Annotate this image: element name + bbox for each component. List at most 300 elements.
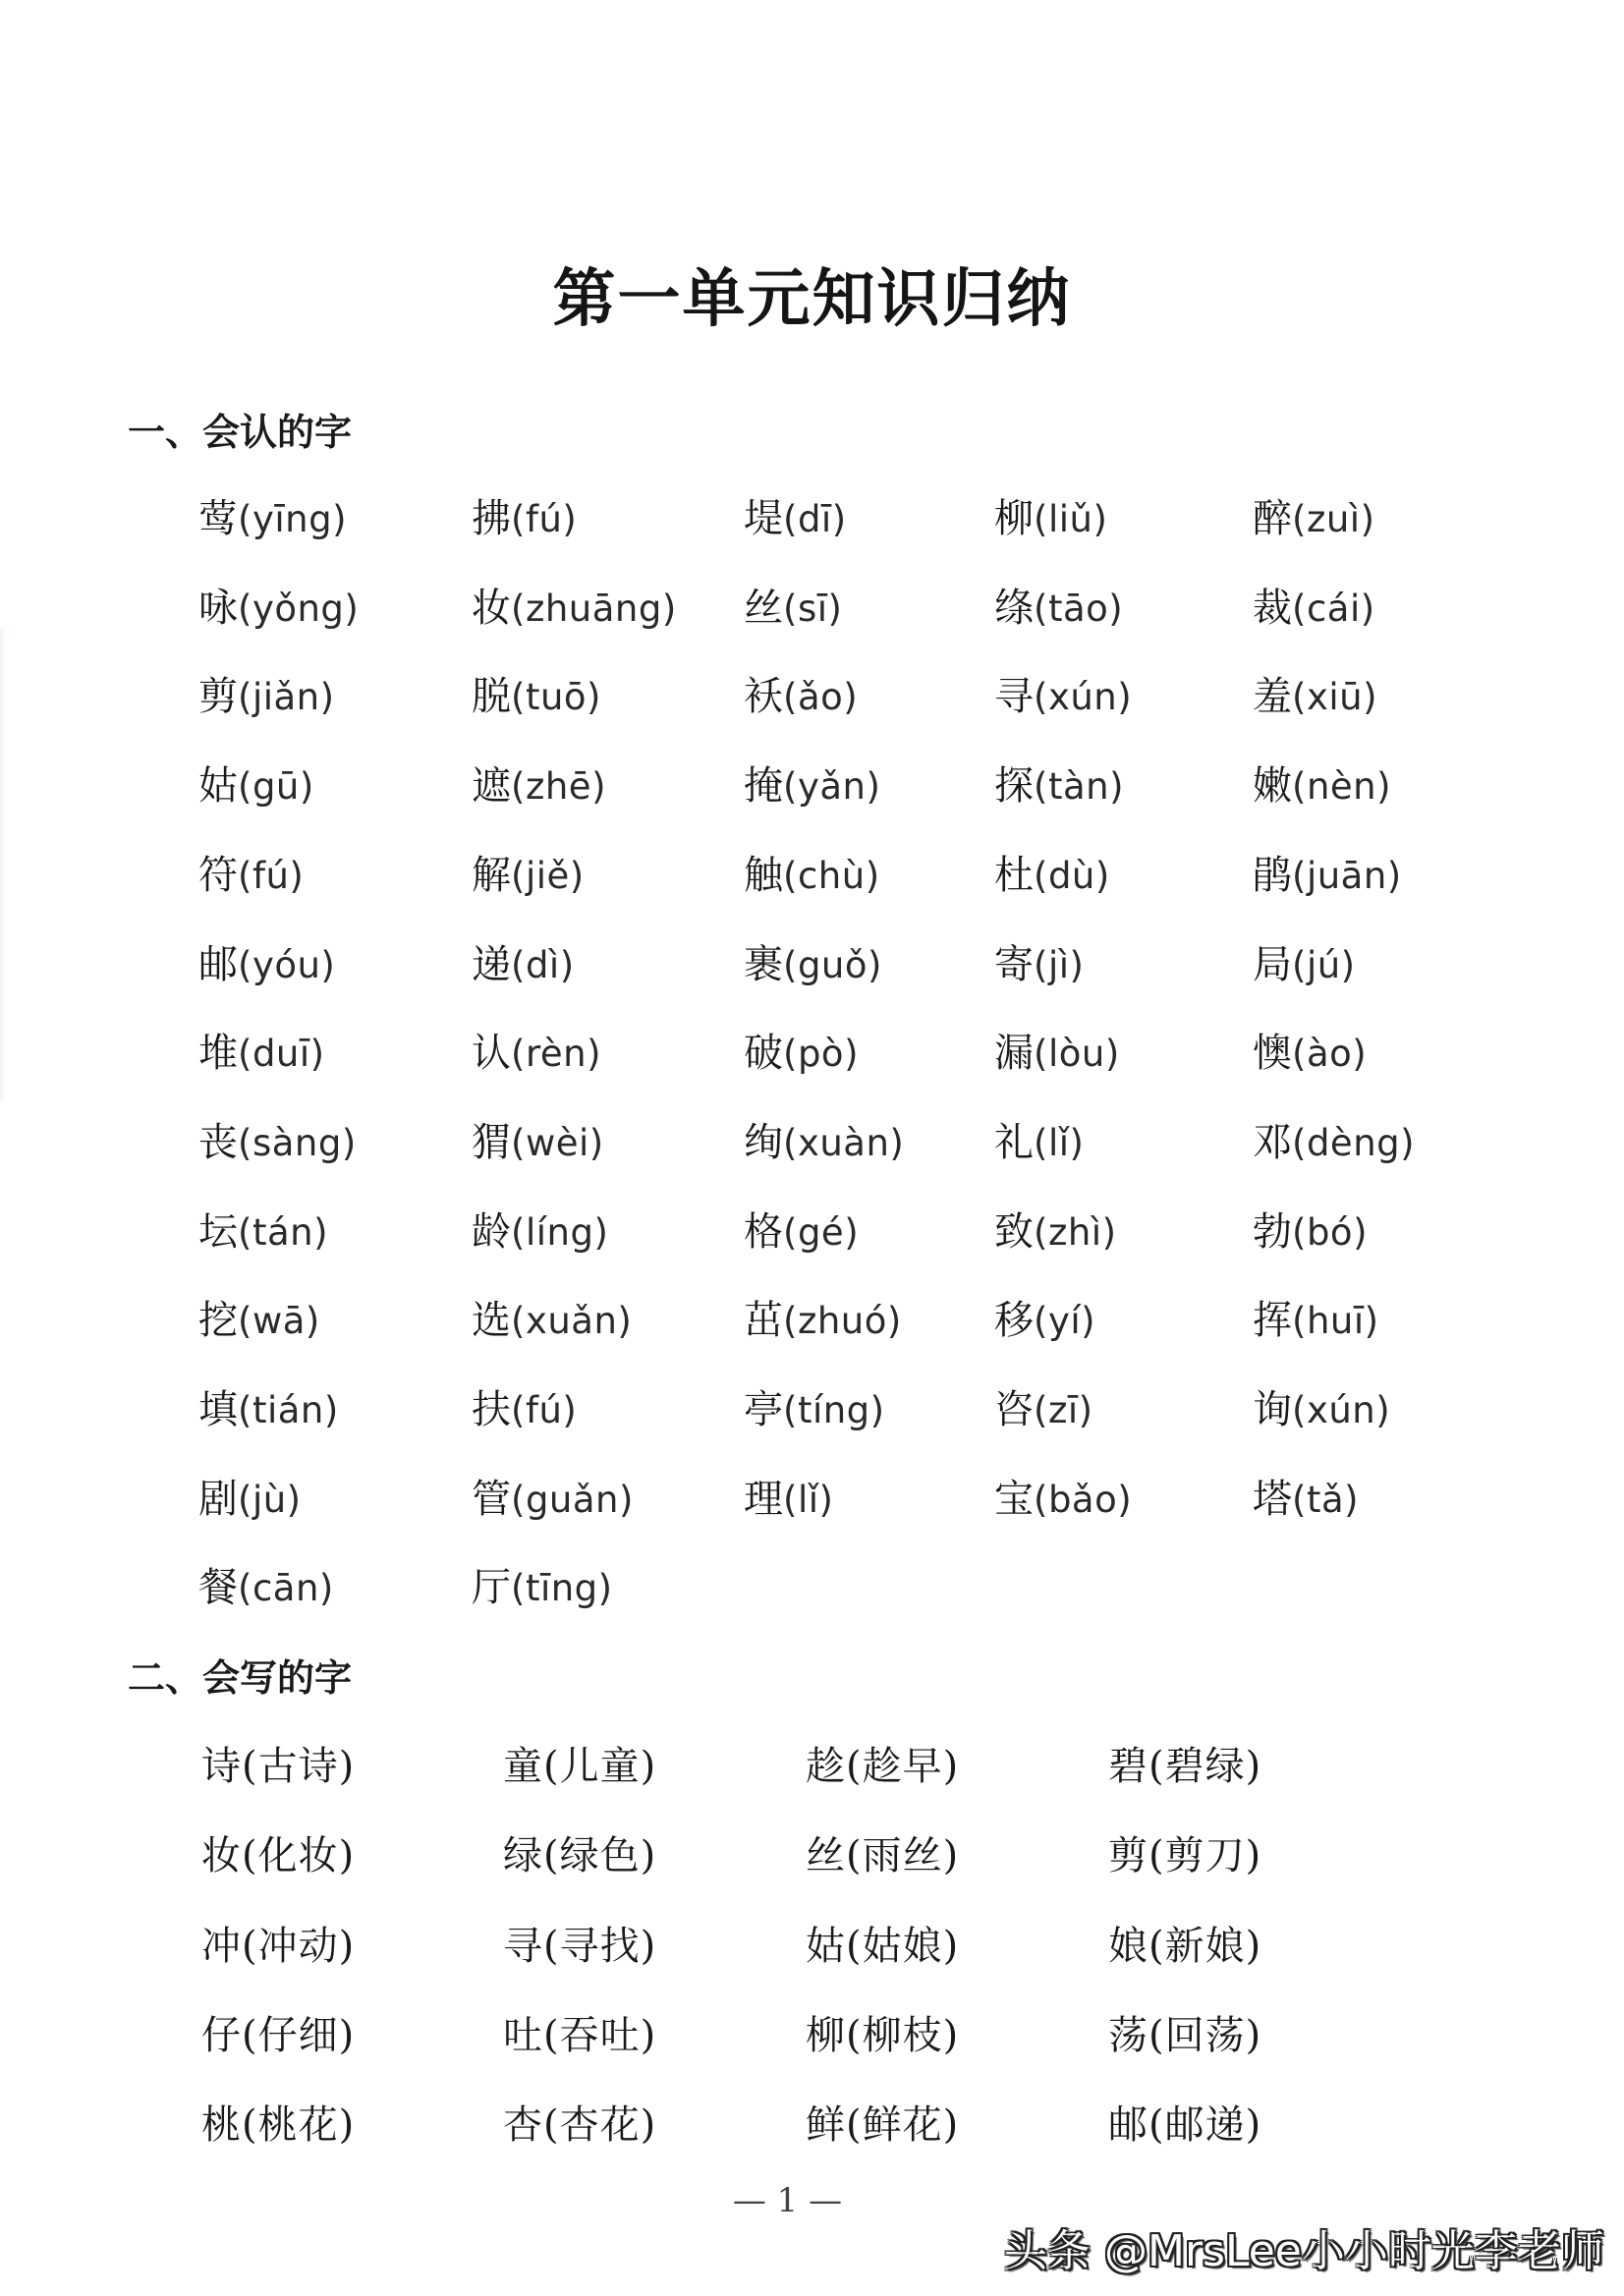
readable-char-item: [994, 495, 1107, 542]
paren-close: ): [1340, 943, 1356, 986]
readable-char-item: [744, 1208, 859, 1256]
hanzi-char: 致: [994, 1208, 1034, 1255]
hanzi-char: 堆: [198, 1031, 238, 1077]
readable-char-item: [744, 585, 842, 632]
paren-close: ): [1353, 1210, 1368, 1254]
readable-char-item: [994, 585, 1123, 632]
writable-char-item: [806, 1743, 959, 1790]
pinyin-text: tǎ: [1306, 1478, 1345, 1521]
writable-char-item: [806, 2012, 959, 2059]
paren-open: (: [511, 498, 526, 540]
paren-close: ): [1375, 1389, 1391, 1431]
watermark: 头条 @MrsLee小小时光李老师: [1004, 2226, 1604, 2276]
pinyin-text: tán: [252, 1210, 314, 1254]
readable-char-item: [1253, 1119, 1415, 1166]
paren-open: (: [783, 1121, 798, 1164]
pinyin-text: sī: [797, 587, 828, 630]
pinyin-text: dù: [1047, 854, 1095, 897]
readable-char-item: [198, 673, 335, 720]
writable-char-item: [1108, 2101, 1261, 2149]
page-title: 第一单元知识归纳: [552, 261, 1072, 336]
writable-char-item: [1108, 2012, 1261, 2059]
paren-open: (: [1034, 765, 1048, 809]
readable-char-item: [994, 1476, 1132, 1523]
paren-open: (: [846, 1923, 863, 1969]
readable-char-item: [1253, 941, 1356, 988]
paren-open: (: [238, 1389, 252, 1431]
readable-char-item: [744, 1119, 904, 1166]
example-word: 雨丝: [862, 1833, 943, 1879]
writable-char-item: [503, 1832, 656, 1879]
hanzi-char: 寻: [994, 674, 1034, 720]
paren-open: (: [783, 498, 798, 540]
hanzi-char: 柳: [994, 496, 1034, 541]
paren-close: ): [831, 498, 847, 540]
writable-char-item: [201, 2101, 355, 2149]
hanzi-char: 童: [503, 1744, 543, 1789]
paren-close: ): [587, 1033, 601, 1076]
pinyin-text: dèng: [1306, 1121, 1401, 1164]
paren-close: ): [1245, 1923, 1262, 1969]
pinyin-text: tíng: [797, 1389, 870, 1431]
paren-close: ): [587, 676, 601, 719]
paren-open: (: [783, 854, 798, 897]
hanzi-char: 鹃: [1253, 852, 1292, 898]
hanzi-char: 荡: [1108, 2012, 1148, 2058]
hanzi-char: 扶: [472, 1387, 511, 1432]
paren-open: (: [1292, 1121, 1307, 1164]
paren-close: ): [1344, 1478, 1360, 1521]
example-word: 邮递: [1164, 2102, 1246, 2149]
paren-open: (: [1292, 676, 1307, 719]
paren-open: (: [511, 765, 526, 809]
paren-open: (: [1034, 1300, 1048, 1343]
paren-open: (: [1148, 1923, 1165, 1969]
paren-close: ): [1245, 1833, 1262, 1879]
paren-open: (: [783, 1033, 798, 1076]
paren-close: ): [640, 2012, 657, 2058]
hanzi-char: 填: [198, 1387, 238, 1432]
pinyin-text: sàng: [252, 1121, 342, 1164]
paren-open: (: [783, 943, 798, 986]
paren-open: (: [238, 498, 252, 540]
paren-close: ): [338, 1923, 356, 1969]
paren-close: ): [338, 1833, 356, 1879]
pinyin-text: xiū: [1306, 676, 1364, 719]
paren-close: ): [1245, 2102, 1262, 2149]
pinyin-text: gé: [797, 1210, 845, 1254]
paren-close: ): [1386, 854, 1402, 897]
hanzi-char: 柳: [806, 2012, 846, 2058]
hanzi-char: 认: [472, 1031, 511, 1077]
paren-open: (: [846, 1833, 863, 1879]
paren-open: (: [783, 1210, 798, 1254]
pinyin-text: yīng: [252, 498, 333, 540]
hanzi-char: 递: [472, 941, 511, 987]
paren-open: (: [1292, 1300, 1307, 1343]
hanzi-char: 破: [744, 1031, 783, 1077]
paren-close: ): [942, 2012, 960, 2058]
example-word: 新娘: [1164, 1923, 1246, 1969]
writable-char-item: [201, 2012, 355, 2059]
hanzi-char: 裁: [1253, 585, 1292, 631]
paren-close: ): [868, 943, 882, 986]
paren-open: (: [242, 1744, 258, 1789]
hanzi-char: 堤: [744, 496, 783, 541]
paren-open: (: [1292, 1210, 1307, 1254]
paren-close: ): [617, 1300, 633, 1343]
hanzi-char: 局: [1253, 941, 1292, 987]
hanzi-char: 嫩: [1253, 763, 1292, 810]
pinyin-text: gū: [252, 765, 300, 809]
readable-char-item: [744, 1297, 902, 1344]
paren-close: ): [1069, 943, 1085, 986]
pinyin-text: guǒ: [797, 943, 868, 986]
paren-open: (: [238, 1210, 252, 1254]
paren-close: ): [661, 587, 677, 630]
hanzi-char: 寄: [994, 941, 1034, 987]
paren-close: ): [869, 1389, 885, 1431]
paren-close: ): [1245, 1744, 1262, 1789]
paren-open: (: [511, 676, 526, 719]
paren-open: (: [1148, 1833, 1165, 1879]
hanzi-char: 姑: [806, 1923, 846, 1969]
paren-open: (: [511, 1389, 526, 1431]
hanzi-char: 咏: [198, 585, 238, 631]
pinyin-text: juān: [1306, 854, 1387, 897]
pinyin-text: zuì: [1306, 498, 1361, 540]
pinyin-text: tāo: [1047, 587, 1109, 630]
paren-close: ): [942, 2102, 960, 2149]
pinyin-text: fú: [525, 1389, 563, 1431]
readable-char-item: [472, 941, 575, 988]
paren-close: ): [1101, 1210, 1117, 1254]
example-word: 寻找: [559, 1923, 641, 1969]
paren-open: (: [511, 1478, 526, 1521]
paren-open: (: [238, 765, 252, 809]
readable-char-item: [994, 1297, 1095, 1344]
readable-char-item: [994, 1386, 1093, 1433]
pinyin-text: nèn: [1306, 765, 1377, 809]
pinyin-text: cái: [1306, 587, 1361, 630]
pinyin-text: jiǎn: [252, 676, 320, 719]
pinyin-text: xún: [1047, 676, 1118, 719]
paren-close: ): [640, 2102, 657, 2149]
paren-close: ): [942, 1923, 960, 1969]
pinyin-text: tàn: [1047, 765, 1110, 809]
paren-open: (: [511, 1567, 526, 1610]
example-word: 化妆: [257, 1833, 339, 1879]
paren-close: ): [320, 943, 336, 986]
paren-close: ): [1376, 765, 1392, 809]
hanzi-char: 猬: [472, 1119, 511, 1165]
readable-char-item: [472, 495, 577, 542]
pinyin-text: xún: [1306, 1389, 1376, 1431]
hanzi-char: 丧: [198, 1119, 238, 1165]
paren-open: (: [1148, 2012, 1165, 2058]
hanzi-char: 管: [472, 1476, 511, 1522]
hanzi-char: 丝: [806, 1833, 846, 1879]
paren-close: ): [827, 587, 843, 630]
paren-open: (: [783, 1389, 798, 1431]
hanzi-char: 绦: [994, 585, 1034, 631]
example-word: 桃花: [257, 2102, 339, 2149]
hanzi-char: 冲: [201, 1923, 242, 1969]
paren-close: ): [562, 1389, 578, 1431]
readable-char-item: [994, 1030, 1120, 1077]
paren-open: (: [1292, 943, 1307, 986]
paren-close: ): [323, 1389, 339, 1431]
example-word: 鲜花: [862, 2102, 943, 2149]
paren-close: ): [865, 854, 880, 897]
pinyin-text: bó: [1306, 1210, 1354, 1254]
paren-open: (: [238, 854, 252, 897]
paren-close: ): [338, 2102, 356, 2149]
pinyin-text: yǒng: [252, 587, 345, 630]
paren-close: ): [319, 676, 335, 719]
paren-open: (: [511, 1210, 526, 1254]
readable-char-item: [994, 673, 1132, 720]
pinyin-text: huī: [1306, 1300, 1365, 1343]
readable-char-item: [744, 495, 847, 542]
hanzi-char: 诗: [201, 1744, 242, 1789]
paren-close: ): [1078, 1389, 1093, 1431]
hanzi-char: 仔: [201, 2012, 242, 2058]
writable-char-item: [201, 1923, 355, 1970]
hanzi-char: 选: [472, 1298, 511, 1344]
hanzi-char: 理: [744, 1476, 783, 1522]
paren-close: ): [619, 1478, 634, 1521]
paren-close: ): [889, 1121, 905, 1164]
paren-close: ): [1104, 1033, 1120, 1076]
writable-char-item: [806, 2101, 959, 2149]
pinyin-text: duī: [252, 1033, 310, 1076]
pinyin-text: guǎn: [525, 1478, 619, 1521]
readable-char-item: [1253, 1386, 1390, 1433]
hanzi-char: 咨: [994, 1387, 1034, 1432]
readable-char-item: [744, 1030, 859, 1077]
writable-char-item: [503, 1743, 656, 1790]
readable-char-item: [1253, 673, 1377, 720]
paren-open: (: [511, 1033, 526, 1076]
pinyin-text: tīng: [525, 1567, 598, 1610]
pinyin-text: jù: [252, 1478, 287, 1521]
readable-char-item: [1253, 1030, 1367, 1077]
writable-char-item: [1108, 1743, 1261, 1790]
paren-open: (: [238, 1033, 252, 1076]
example-word: 冲动: [257, 1923, 339, 1969]
paren-open: (: [1292, 1389, 1307, 1431]
example-word: 回荡: [1164, 2012, 1246, 2058]
readable-char-item: [994, 1208, 1117, 1256]
paren-open: (: [846, 2102, 863, 2149]
pinyin-text: zhì: [1047, 1210, 1102, 1254]
readable-char-item: [1253, 495, 1375, 542]
hanzi-char: 碧: [1108, 1744, 1148, 1789]
paren-open: (: [1292, 1033, 1307, 1076]
paren-close: ): [1117, 676, 1133, 719]
paren-open: (: [1034, 1033, 1048, 1076]
paren-open: (: [242, 2102, 258, 2149]
paren-open: (: [511, 587, 526, 630]
paren-open: (: [1034, 498, 1048, 540]
hanzi-char: 遮: [472, 763, 511, 810]
pinyin-text: zhuó: [797, 1300, 887, 1343]
pinyin-text: lǐ: [1047, 1121, 1070, 1164]
paren-close: ): [341, 1121, 357, 1164]
example-word: 吞吐: [559, 2012, 641, 2058]
hanzi-char: 剧: [198, 1476, 238, 1522]
paren-open: (: [238, 676, 252, 719]
paren-open: (: [1034, 854, 1048, 897]
readable-char-item: [198, 1564, 334, 1611]
example-word: 杏花: [559, 2102, 641, 2149]
paren-close: ): [1400, 1121, 1416, 1164]
example-word: 仔细: [257, 2012, 339, 2058]
paren-close: ): [313, 1210, 329, 1254]
pinyin-text: yóu: [252, 943, 321, 986]
hanzi-char: 亭: [744, 1387, 783, 1432]
paren-open: (: [511, 1121, 526, 1164]
readable-char-item: [472, 673, 601, 720]
paren-close: ): [332, 498, 347, 540]
hanzi-char: 羞: [1253, 674, 1292, 720]
paren-close: ): [1364, 1300, 1379, 1343]
paren-open: (: [1292, 587, 1307, 630]
paren-close: ): [866, 765, 881, 809]
paren-open: (: [1292, 765, 1307, 809]
pinyin-text: xuǎn: [525, 1300, 618, 1343]
hanzi-char: 解: [472, 852, 511, 898]
paren-open: (: [511, 943, 526, 986]
hanzi-char: 掩: [744, 763, 783, 810]
scan-edge-artifact: [0, 629, 6, 1100]
paren-open: (: [1292, 498, 1307, 540]
pinyin-text: fú: [525, 498, 563, 540]
pinyin-text: jiě: [525, 854, 570, 897]
hanzi-char: 绚: [744, 1119, 783, 1165]
paren-open: (: [1034, 1478, 1048, 1521]
hanzi-char: 龄: [472, 1208, 511, 1255]
paren-open: (: [1292, 854, 1307, 897]
paren-close: ): [1092, 498, 1108, 540]
hanzi-char: 剪: [1108, 1833, 1148, 1879]
paren-close: ): [562, 498, 578, 540]
paren-close: ): [640, 1744, 657, 1789]
pinyin-text: dì: [525, 943, 560, 986]
paren-open: (: [511, 854, 526, 897]
hanzi-char: 丝: [744, 585, 783, 631]
readable-char-item: [472, 1208, 608, 1256]
paren-open: (: [242, 1923, 258, 1969]
paren-close: ): [338, 1744, 356, 1789]
paren-open: (: [1148, 2102, 1165, 2149]
example-word: 柳枝: [862, 2012, 943, 2058]
paren-close: ): [591, 765, 607, 809]
pinyin-text: jú: [1306, 943, 1341, 986]
paren-close: ): [1069, 1121, 1085, 1164]
paren-open: (: [511, 1300, 526, 1343]
readable-char-item: [994, 762, 1124, 810]
hanzi-char: 拂: [472, 496, 511, 541]
readable-char-item: [198, 585, 359, 632]
paren-close: ): [844, 1033, 859, 1076]
hanzi-char: 礼: [994, 1119, 1034, 1165]
paren-open: (: [783, 765, 798, 809]
paren-open: (: [783, 1300, 798, 1343]
paren-open: (: [846, 1744, 863, 1789]
pinyin-text: zhē: [525, 765, 592, 809]
paren-open: (: [783, 587, 798, 630]
hanzi-char: 挥: [1253, 1298, 1292, 1344]
paren-close: ): [1360, 587, 1375, 630]
paren-close: ): [318, 1567, 334, 1610]
readable-char-item: [1253, 1208, 1368, 1256]
hanzi-char: 杏: [503, 2102, 543, 2149]
hanzi-char: 邮: [198, 941, 238, 987]
readable-char-item: [1253, 1476, 1359, 1523]
paren-close: ): [1081, 1300, 1096, 1343]
hanzi-char: 邮: [1108, 2102, 1148, 2149]
readable-char-item: [472, 1476, 634, 1523]
paren-close: ): [942, 1744, 960, 1789]
readable-char-item: [198, 762, 314, 810]
paren-close: ): [1117, 1478, 1133, 1521]
example-word: 碧绿: [1164, 1744, 1246, 1789]
pinyin-text: chù: [797, 854, 866, 897]
paren-open: (: [543, 2012, 560, 2058]
pinyin-text: tián: [252, 1389, 324, 1431]
example-word: 趁早: [862, 1744, 943, 1789]
paren-close: ): [286, 1478, 302, 1521]
readable-char-item: [472, 1564, 613, 1611]
paren-close: ): [1363, 676, 1378, 719]
readable-char-item: [744, 673, 858, 720]
example-word: 古诗: [257, 1744, 339, 1789]
readable-char-item: [198, 1119, 357, 1166]
hanzi-char: 桃: [201, 2102, 242, 2149]
pinyin-text: jì: [1047, 943, 1070, 986]
readable-char-item: [994, 941, 1084, 988]
hanzi-char: 鲜: [806, 2102, 846, 2149]
paren-open: (: [1034, 676, 1048, 719]
paren-open: (: [238, 1478, 252, 1521]
pinyin-text: xuàn: [797, 1121, 890, 1164]
example-word: 剪刀: [1164, 1833, 1246, 1879]
hanzi-char: 触: [744, 852, 783, 898]
readable-char-item: [198, 1476, 302, 1523]
paren-open: (: [1034, 1121, 1048, 1164]
paren-open: (: [1034, 943, 1048, 986]
readable-char-item: [472, 1297, 632, 1344]
paren-open: (: [242, 1833, 258, 1879]
hanzi-char: 勃: [1253, 1208, 1292, 1255]
hanzi-char: 格: [744, 1208, 783, 1255]
hanzi-char: 餐: [198, 1565, 238, 1611]
hanzi-char: 莺: [198, 496, 238, 541]
writable-char-item: [503, 1923, 656, 1970]
readable-char-item: [472, 1119, 604, 1166]
section-heading-writable-chars: 二、会写的字: [128, 1656, 353, 1700]
paren-close: ): [942, 1833, 960, 1879]
readable-char-item: [744, 941, 882, 988]
hanzi-char: 妆: [201, 1833, 242, 1879]
example-word: 儿童: [559, 1744, 641, 1789]
hanzi-char: 脱: [472, 674, 511, 720]
hanzi-char: 漏: [994, 1031, 1034, 1077]
paren-close: ): [1108, 587, 1124, 630]
pinyin-text: yí: [1047, 1300, 1082, 1343]
